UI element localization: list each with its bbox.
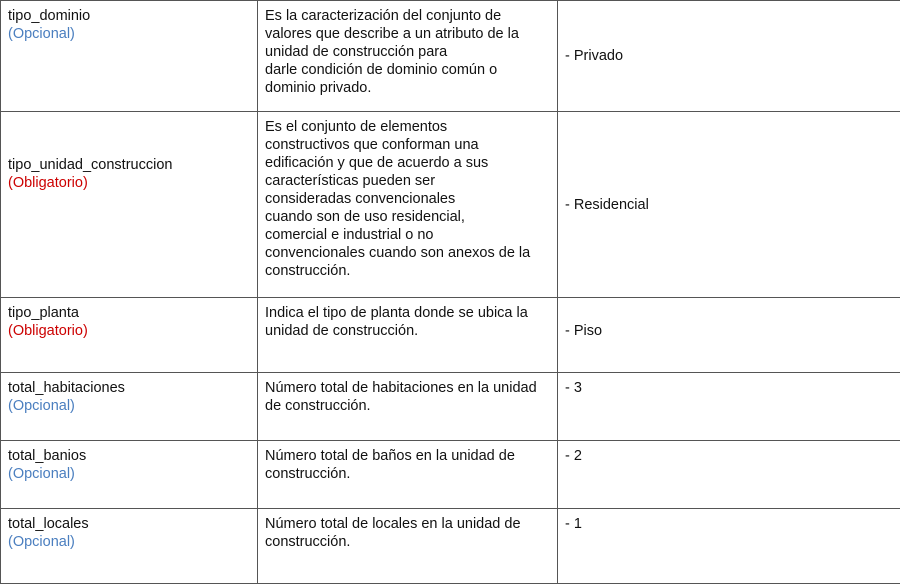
- attribute-name: total_banios: [8, 448, 87, 464]
- attribute-name-cell: [1, 298, 258, 373]
- attribute-description-cell: [258, 112, 558, 298]
- attribute-value-cell: [558, 1, 900, 112]
- attribute-name: tipo_dominio: [8, 8, 91, 24]
- attribute-description: Número total de habitaciones en la unidad de construcción.: [265, 380, 537, 414]
- attribute-name: tipo_unidad_construccion: [8, 157, 173, 173]
- attribute-value: - Residencial: [565, 196, 649, 213]
- attribute-name: total_locales: [8, 516, 89, 532]
- table-row: [1, 509, 900, 584]
- attribute-description: Indica el tipo de planta donde se ubica la unidad de construcción.: [265, 305, 528, 339]
- attribute-value: - Privado: [565, 48, 624, 64]
- attribute-value: - 2: [565, 448, 582, 464]
- attribute-value-cell: [558, 112, 900, 298]
- attribute-value: - 3: [565, 380, 582, 396]
- attribute-name-cell: [1, 112, 258, 298]
- attribute-description-cell: [258, 1, 558, 112]
- table-row: [1, 373, 900, 441]
- attribute-description: Es el conjunto de elementos constructivos que conforman una edificación y que de acuerdo a sus características pueden ser consideradas convencionales cuando son de uso residencial, comercial e industrial o no convencionales cuando son anexos de la construcción.: [265, 119, 531, 279]
- attribute-name-cell: [1, 509, 258, 584]
- attribute-name: total_habitaciones: [8, 380, 125, 396]
- attribute-description-cell: [258, 509, 558, 584]
- attribute-name-cell: [1, 1, 258, 112]
- table-row: [1, 1, 900, 112]
- attribute-value-cell: [558, 373, 900, 441]
- attribute-description: Número total de locales en la unidad de construcción.: [265, 516, 521, 550]
- table-row: [1, 112, 900, 298]
- table-row: [1, 298, 900, 373]
- attribute-requirement-tag: (Obligatorio): [8, 323, 88, 339]
- attribute-name: tipo_planta: [8, 305, 79, 321]
- attribute-description: Número total de baños en la unidad de construcción.: [265, 448, 515, 482]
- attribute-requirement-tag: (Opcional): [8, 26, 75, 42]
- attribute-requirement-tag: (Opcional): [8, 466, 75, 482]
- attribute-name-cell: [1, 441, 258, 509]
- attribute-value: - Piso: [565, 323, 603, 339]
- attribute-name-cell: [1, 373, 258, 441]
- table-row: [1, 441, 900, 509]
- attribute-description: Es la caracterización del conjunto de valores que describe a un atributo de la unidad de construcción para darle condición de dominio común o dominio privado.: [265, 8, 519, 96]
- attribute-description-cell: [258, 373, 558, 441]
- attribute-value-cell: [558, 441, 900, 509]
- attribute-value: - 1: [565, 516, 582, 532]
- attribute-value-cell: [558, 298, 900, 373]
- attribute-description-cell: [258, 298, 558, 373]
- attribute-requirement-tag: (Obligatorio): [8, 175, 88, 191]
- attribute-requirement-tag: (Opcional): [8, 398, 75, 414]
- attribute-value-cell: [558, 509, 900, 584]
- attribute-requirement-tag: (Opcional): [8, 534, 75, 550]
- attribute-description-cell: [258, 441, 558, 509]
